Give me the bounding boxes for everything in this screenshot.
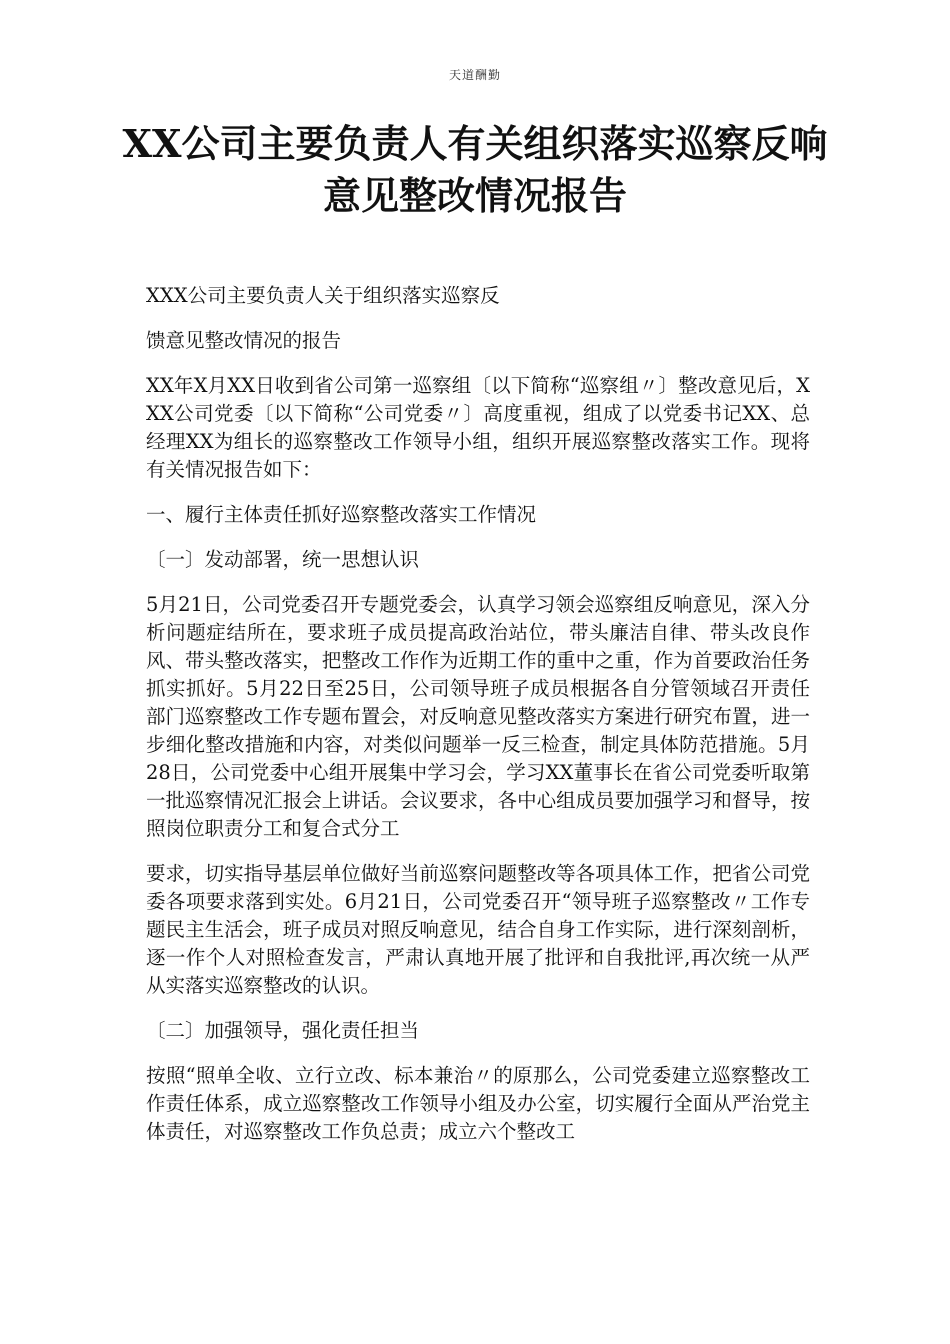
body-paragraph-3: 按照“照单全收、立行立改、标本兼治〃的原那么，公司党委建立巡察整改工作责任体系，成立巡察整改工作领导小组及办公室，切实履行全面从严治党主体责任，对巡察整改工作负总责；成立六个整改工 bbox=[146, 1064, 810, 1143]
subsection-heading-2: 〔二〕加强领导，强化责任担当 bbox=[146, 1019, 420, 1042]
subtitle-line-2: 馈意见整改情况的报告 bbox=[146, 329, 342, 352]
document-body bbox=[146, 282, 810, 1163]
body-paragraph-1: 5月21日，公司党委召开专题党委会，认真学习领会巡察组反响意见，深入分析问题症结所在，要求班子成员提高政治站位，带头廉洁自律、带头改良作风、带头整改落实，把整改工作作为近期工作的重中之重，作为首要政治任务抓实抓好。5月22日至25日，公司领导班子成员根据各自分管领域召开责任部门巡察整改工作专题布置会，对反响意见整改落实方案进行研究布置，进一步细化整改措施和内容，对类似问题举一反三检查，制定具体防范措施。5月28日，公司党委中心组开展集中学习会，学习XX董事长在省公司党委听取第一批巡察情况汇报会上讲话。会议要求，各中心组成员要加强学习和督导，按照岗位职责分工和复合式分工 bbox=[146, 593, 810, 840]
body-paragraph-2: 要求，切实指导基层单位做好当前巡察问题整改等各项具体工作，把省公司党委各项要求落到实处。6月21日，公司党委召开“领导班子巡察整改〃工作专题民主生活会，班子成员对照反响意见，结合自身工作实际，进行深刻剖析，逐一作个人对照检查发言，严肃认真地开展了批评和自我批评,再次统一从严从实落实巡察整改的认识。 bbox=[146, 862, 810, 997]
intro-paragraph: XX年X月XX日收到省公司第一巡察组〔以下简称“巡察组〃〕整改意见后，XXX公司党委〔以下简称“公司党委〃〕高度重视，组成了以党委书记XX、总经理XX为组长的巡察整改工作领导小组，组织开展巡察整改落实工作。现将有关情况报告如下： bbox=[146, 374, 810, 481]
section-heading-1: 一、履行主体责任抓好巡察整改落实工作情况 bbox=[146, 503, 537, 526]
document-title: XX公司主要负责人有关组织落实巡察反响意见整改情况报告 bbox=[122, 121, 828, 218]
subsection-heading-1: 〔一〕发动部署，统一思想认识 bbox=[146, 548, 420, 571]
subtitle-line-1: XXX公司主要负责人关于组织落实巡察反 bbox=[146, 284, 500, 307]
header-watermark-text: 天道酬勤 bbox=[448, 68, 501, 82]
